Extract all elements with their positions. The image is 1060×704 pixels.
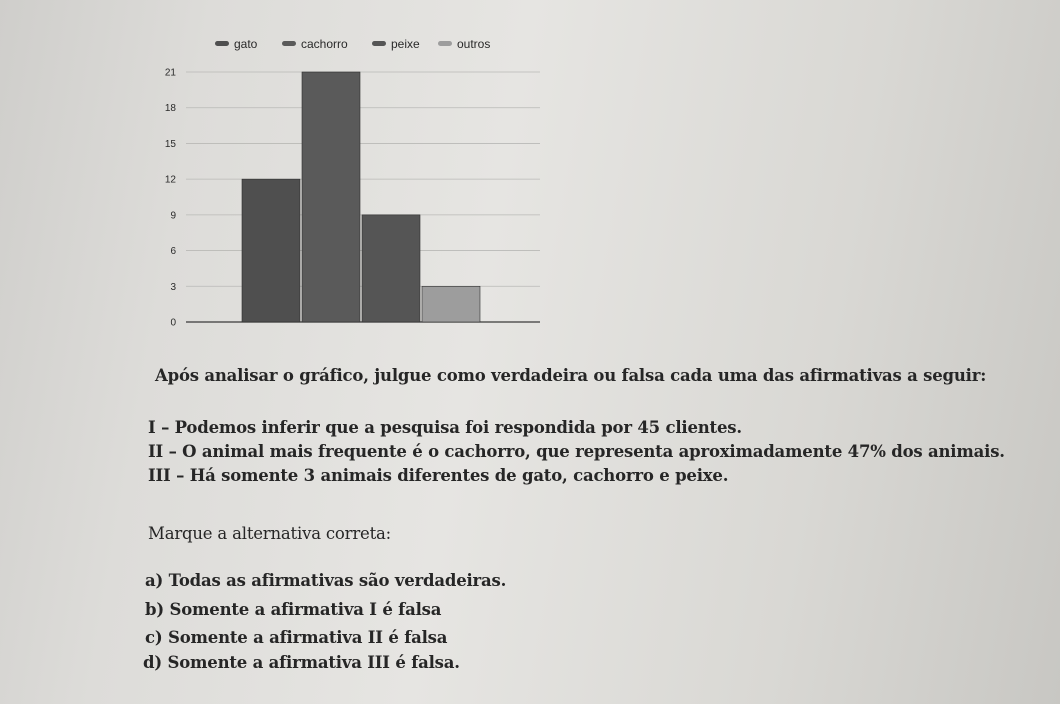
legend-swatch xyxy=(372,41,386,46)
legend-label: outros xyxy=(457,37,491,51)
y-tick-label: 21 xyxy=(164,67,176,79)
y-tick-label: 12 xyxy=(164,174,176,186)
chart-bars xyxy=(242,72,480,322)
legend-label: cachorro xyxy=(301,37,348,51)
chart-legend xyxy=(215,37,490,51)
bar-cachorro xyxy=(302,72,360,322)
bar-chart xyxy=(140,30,560,340)
statement-1: I – Podemos inferir que a pesquisa foi respondida por 45 clientes. xyxy=(148,418,742,437)
y-tick-label: 6 xyxy=(170,246,176,258)
bar-outros xyxy=(422,286,480,322)
bar-peixe xyxy=(362,215,420,322)
legend-label: gato xyxy=(234,37,258,51)
y-tick-label: 3 xyxy=(170,281,176,293)
y-tick-label: 0 xyxy=(170,317,176,329)
statement-3: III – Há somente 3 animais diferentes de gato, cachorro e peixe. xyxy=(148,466,729,485)
legend-label: peixe xyxy=(391,37,420,51)
y-tick-label: 18 xyxy=(164,103,176,115)
option-d[interactable]: d) Somente a afirmativa III é falsa. xyxy=(143,653,460,672)
y-tick-label: 9 xyxy=(170,210,176,222)
statement-2: II – O animal mais frequente é o cachorro, que representa aproximadamente 47% dos animais. xyxy=(148,442,1005,461)
legend-swatch xyxy=(215,41,229,46)
bar-gato xyxy=(242,179,300,322)
option-a[interactable]: a) Todas as afirmativas são verdadeiras. xyxy=(145,571,507,590)
question-instruction: Marque a alternativa correta: xyxy=(148,524,392,543)
y-tick-label: 15 xyxy=(164,138,176,150)
question-intro: Após analisar o gráfico, julgue como verdadeira ou falsa cada uma das afirmativas a seguir: xyxy=(155,366,987,385)
option-b[interactable]: b) Somente a afirmativa I é falsa xyxy=(145,600,442,619)
legend-swatch xyxy=(438,41,452,46)
legend-swatch xyxy=(282,41,296,46)
option-c[interactable]: c) Somente a afirmativa II é falsa xyxy=(145,628,448,647)
y-axis-ticks xyxy=(165,68,177,329)
